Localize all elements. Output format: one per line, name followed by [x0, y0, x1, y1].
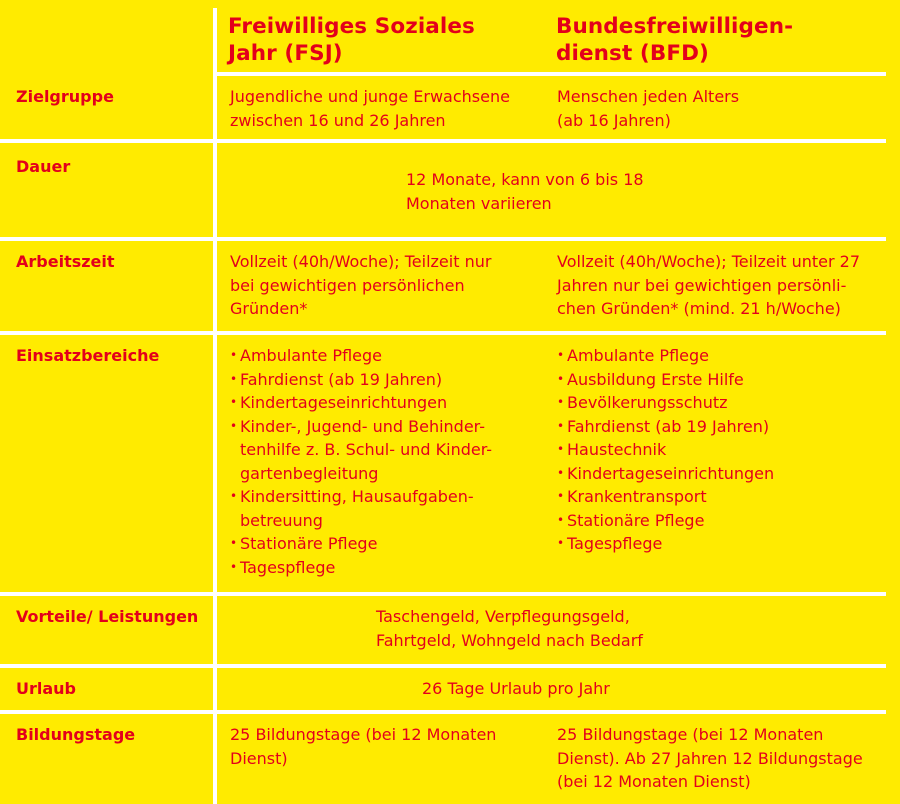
- column-divider: [213, 8, 217, 804]
- row-label-dauer: Dauer: [16, 157, 71, 176]
- urlaub-both: 26 Tage Urlaub pro Jahr: [422, 679, 610, 698]
- list-item: • Ambulante Pflege: [557, 344, 774, 368]
- list-item: • Tagespflege: [557, 532, 774, 556]
- list-item: • Kindertageseinrichtungen: [230, 391, 492, 415]
- bfd-column-title: Bundesfreiwilligen- dienst (BFD): [556, 14, 794, 66]
- arbeitszeit-fsj: Vollzeit (40h/Woche); Teilzeit nur bei gewichtigen persönlichen Gründen*: [230, 252, 492, 318]
- row-divider: [0, 331, 886, 335]
- zielgruppe-fsj: Jugendliche und junge Erwachsene zwischen 16 und 26 Jahren: [230, 87, 510, 130]
- row-divider: [213, 72, 886, 76]
- arbeitszeit-bfd: Vollzeit (40h/Woche); Teilzeit unter 27 Jahren nur bei gewichtigen persönli- chen Gründen* (mind. 21 h/Woche): [557, 252, 860, 318]
- einsatzbereiche-fsj-list: [230, 344, 492, 579]
- list-item: • Kindersitting, Hausaufgaben- betreuung: [230, 485, 492, 532]
- row-divider: [0, 664, 886, 668]
- list-item: • Fahrdienst (ab 19 Jahren): [230, 368, 492, 392]
- list-item: • Bevölkerungsschutz: [557, 391, 774, 415]
- row-label-vorteile: Vorteile/ Leistungen: [16, 607, 199, 626]
- row-divider: [0, 592, 886, 596]
- fsj-column-title: Freiwilliges Soziales Jahr (FSJ): [228, 14, 475, 66]
- row-divider: [0, 139, 886, 143]
- row-divider: [0, 237, 886, 241]
- row-label-zielgruppe: Zielgruppe: [16, 87, 114, 106]
- dauer-both: 12 Monate, kann von 6 bis 18 Monaten variieren: [406, 170, 644, 213]
- row-divider: [0, 710, 886, 714]
- row-label-bildungstage: Bildungstage: [16, 725, 136, 744]
- row-label-einsatzbereiche: Einsatzbereiche: [16, 346, 160, 365]
- zielgruppe-bfd: Menschen jeden Alters (ab 16 Jahren): [557, 87, 740, 130]
- list-item: • Ausbildung Erste Hilfe: [557, 368, 774, 392]
- row-label-arbeitszeit: Arbeitszeit: [16, 252, 115, 271]
- list-item: • Stationäre Pflege: [230, 532, 492, 556]
- bildungstage-fsj: 25 Bildungstage (bei 12 Monaten Dienst): [230, 725, 497, 768]
- list-item: • Fahrdienst (ab 19 Jahren): [557, 415, 774, 439]
- list-item: • Krankentransport: [557, 485, 774, 509]
- list-item: • Kinder-, Jugend- und Behinder- tenhilfe z. B. Schul- und Kinder- gartenbegleitung: [230, 415, 492, 486]
- vorteile-both: Taschengeld, Verpflegungsgeld, Fahrtgeld, Wohngeld nach Bedarf: [376, 607, 643, 650]
- list-item: • Kindertageseinrichtungen: [557, 462, 774, 486]
- list-item: • Ambulante Pflege: [230, 344, 492, 368]
- einsatzbereiche-bfd-list: [557, 344, 774, 556]
- list-item: • Haustechnik: [557, 438, 774, 462]
- list-item: • Stationäre Pflege: [557, 509, 774, 533]
- bildungstage-bfd: 25 Bildungstage (bei 12 Monaten Dienst). Ab 27 Jahren 12 Bildungstage (bei 12 Monaten Dienst): [557, 725, 863, 791]
- row-label-urlaub: Urlaub: [16, 679, 77, 698]
- list-item: • Tagespflege: [230, 556, 492, 580]
